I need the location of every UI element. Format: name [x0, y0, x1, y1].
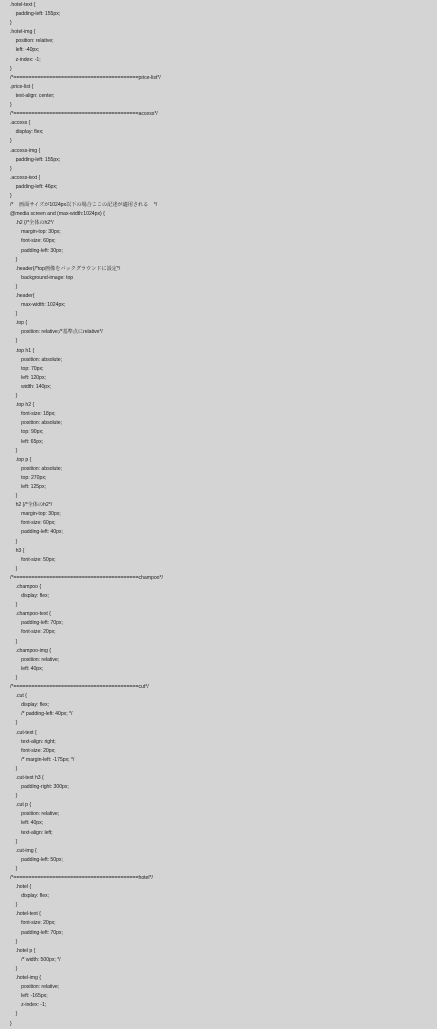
code-line: position: absolute; [10, 356, 62, 363]
code-line: .cut-text { [10, 729, 37, 736]
code-line: .hotel-text { [10, 2, 36, 8]
code-line: display: flex; [10, 702, 49, 709]
code-line: z-index: -1; [10, 56, 41, 63]
code-line: padding-left: 155px; [10, 156, 61, 163]
code-line: } [10, 102, 12, 109]
code-line: padding-left: 70px; [10, 929, 63, 936]
code-line: /*==========================================price-list*/ [10, 74, 161, 81]
code-line: .hotel p { [10, 947, 36, 954]
code-line: font-size: 60px; [10, 238, 56, 245]
code-line: } [10, 192, 12, 199]
code-line: .price-list { [10, 83, 34, 90]
code-line: left: -165px; [10, 993, 48, 1000]
code-line: left: 40px; [10, 820, 44, 827]
code-line: .access-img { [10, 147, 41, 154]
code-line: } [10, 838, 18, 845]
code-line: left: 125px; [10, 483, 46, 490]
code-line: /* padding-left: 40px; */ [10, 711, 73, 718]
code-line: } [10, 638, 18, 645]
code-line: text-align: right; [10, 738, 56, 745]
code-line: font-size: 20px; [10, 920, 56, 927]
code-line: top: 270px; [10, 474, 47, 481]
code-line: } [10, 602, 18, 609]
code-line: font-size: 50px; [10, 556, 56, 563]
code-line: } [10, 283, 18, 290]
code-line: } [10, 20, 12, 27]
code-line: .champoo-text { [10, 611, 51, 618]
code-line: } [10, 538, 18, 545]
code-line: /*==========================================access*/ [10, 111, 158, 118]
code-line: .hotel-text { [10, 911, 41, 918]
code-line: position: relative;/*基準点にrelative*/ [10, 329, 103, 336]
code-line: .cut-img { [10, 847, 37, 854]
code-line: .top h1 { [10, 347, 35, 354]
code-line: .top { [10, 320, 28, 327]
code-line: font-size: 60px; [10, 520, 56, 527]
code-line: } [10, 902, 18, 909]
code-line: .hotel-img { [10, 29, 36, 36]
code-line: left: 120px; [10, 374, 46, 381]
code-line: .champoo-img { [10, 647, 51, 654]
code-line: h2 {/*全体のh2*/ [10, 502, 53, 509]
code-line: .access-text { [10, 174, 41, 181]
code-line: position: absolute; [10, 420, 62, 427]
code-line: display: flex; [10, 893, 49, 900]
code-line: } [10, 311, 18, 318]
code-editor[interactable] [10, 1, 430, 1029]
code-line: @media screen and (max-width:1024px) { [10, 211, 105, 218]
code-line: text-align: left; [10, 829, 53, 836]
code-line: .top p { [10, 456, 32, 463]
code-line: } [10, 65, 12, 72]
code-line: /* 画面サイズが1024px以下の場合ここの記述が適用される */ [10, 202, 158, 209]
code-line: } [10, 1011, 18, 1018]
code-line: top: 70px; [10, 365, 44, 372]
code-line: position: absolute; [10, 465, 62, 472]
code-line: } [10, 565, 18, 572]
code-line: font-size: 20px; [10, 629, 56, 636]
code-line: /*==========================================champoo*/ [10, 574, 163, 581]
code-line: } [10, 165, 12, 172]
code-line: z-index: -1; [10, 1002, 47, 1009]
code-line: h3 { [10, 547, 25, 554]
code-line: } [10, 1020, 12, 1027]
code-line: .top h2 { [10, 402, 35, 409]
code-line: } [10, 393, 18, 400]
code-line: font-size: 18px; [10, 411, 56, 418]
code-line: /* margin-left: -175px; */ [10, 756, 75, 763]
code-line: } [10, 674, 18, 681]
code-line: max-width: 1024px; [10, 302, 66, 309]
code-line: .header{ [10, 293, 35, 299]
code-line: } [10, 256, 18, 263]
code-line: } [10, 938, 18, 945]
code-line: position: relative; [10, 656, 60, 663]
code-line: } [10, 493, 18, 500]
code-line: .cut-text h3 { [10, 774, 44, 781]
code-line: padding-left: 40px; [10, 529, 63, 536]
code-line: .cut p { [10, 802, 32, 809]
code-line: left: -40px; [10, 47, 40, 54]
code-line: display: flex; [10, 129, 44, 136]
code-line: .hotel { [10, 884, 32, 891]
code-line: .cut { [10, 693, 27, 700]
code-line: left: 65px; [10, 438, 44, 445]
code-line: padding-left: 46px; [10, 183, 58, 190]
code-line: } [10, 965, 18, 972]
code-line: .champoo { [10, 584, 42, 590]
code-line: /*==========================================cut*/ [10, 684, 149, 691]
code-line: .hotel-img { [10, 975, 41, 982]
code-line: /*==========================================hotel*/ [10, 875, 153, 881]
code-line: top: 90px; [10, 429, 44, 436]
code-line: } [10, 338, 18, 345]
code-line: left: 40px; [10, 665, 44, 672]
code-line: text-align: center; [10, 92, 55, 99]
code-line: } [10, 765, 18, 772]
code-line: .h2 {/*全体のh2*/ [10, 220, 54, 227]
code-line: .access { [10, 120, 31, 127]
code-line: /* width: 500px; */ [10, 956, 61, 963]
code-line: padding-left: 30px; [10, 247, 63, 254]
code-line: } [10, 447, 18, 454]
code-line: background-image: top [10, 274, 74, 281]
code-line: } [10, 865, 18, 872]
code-line: margin-top: 30px; [10, 229, 61, 236]
code-line: width: 140px; [10, 383, 52, 390]
code-line: position: relative; [10, 811, 60, 818]
code-line: } [10, 138, 12, 145]
code-line: margin-top: 30px; [10, 511, 61, 518]
code-line: padding-right: 300px; [10, 784, 69, 791]
code-line: font-size: 20px; [10, 747, 56, 754]
code-line: padding-left: 70px; [10, 620, 63, 627]
code-line: } [10, 720, 18, 727]
code-line: padding-left: 155px; [10, 11, 61, 18]
code-line: } [10, 793, 18, 800]
code-line: display: flex; [10, 593, 49, 600]
code-line: .header{/*top画像をバックグラウンドに設定*/ [10, 265, 121, 272]
code-line: padding-left: 50px; [10, 856, 63, 863]
code-line: position: relative; [10, 38, 54, 45]
code-line: position: relative; [10, 984, 60, 991]
